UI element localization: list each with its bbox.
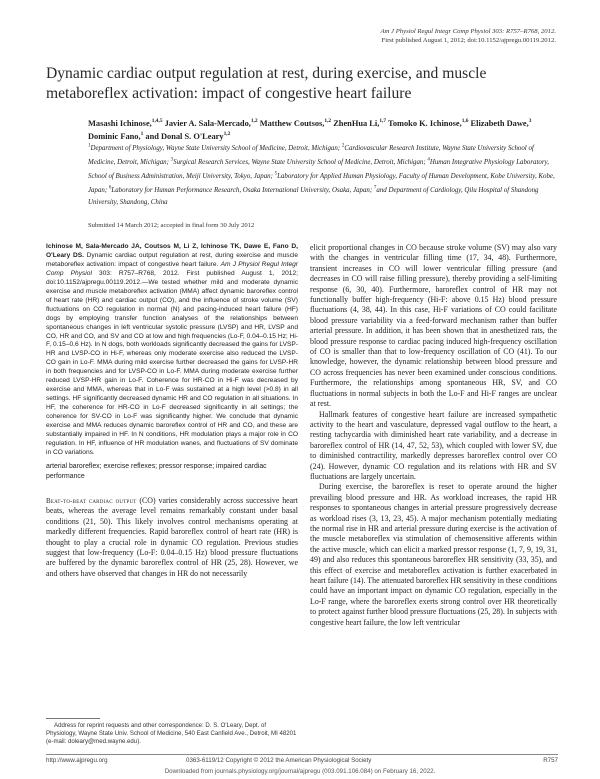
affiliations xyxy=(88,141,558,208)
page-number: R757 xyxy=(543,757,558,764)
abstract-citation-details: 303: R757–R768, 2012. First published August 1, 2012; doi:10.1152/ajpregu.00119.2012.— xyxy=(46,269,298,286)
paragraph-heart-failure: Hallmark features of congestive heart failure are increased sympathetic activity to the heart and vasculature, depressed vagal outflow to the heart, a resting tachycardia with diminished heart rate variability, and a decrease in baroreflex control of HR (14, 47, 52, 53), which coupled with lower SV, due to diminished contractility, markedly depresses baroreflex control over CO (24). However, dynamic CO regulation and its relations with HR and SV fluctuations are largely uncertain. xyxy=(310,409,557,481)
journal-reference xyxy=(380,27,556,45)
affiliation-2: $^2$Cardiovascular Research Institute, Wayne State University School of Medicine, Detroit, Michigan; xyxy=(88,144,534,167)
affiliation-1: $^1$Department of Physiology, Wayne State University School of Medicine, Detroit, Michigan; xyxy=(88,144,341,153)
right-column xyxy=(310,243,557,628)
paragraph-continued: elicit proportional changes in CO because stroke volume (SV) may also vary with the changes in ventricular filling time (17, 34, 48). Furthermore, transient increases in CO will lower ventricular filling pressure (and decreases in CO will raise filling pressure), thereby providing a self-limiting response (6, 30, 40). Furthermore, baroreflex control of HR may not functionally buffer high-frequency (Hi-F: above 0.15 Hz) blood pressure fluctuations (4, 38, 44). In this case, Hi-F variations of CO could facilitate blood pressure variability via a feed-forward mechanism rather than buffer arterial pressure. In addition, it has been shown that in anesthetized rats, the blood pressure response to cardiac pacing induced high-frequency oscillation of CO is smaller than that to low-frequency oscillation of CO (41). To our knowledge, however, the dynamic relationship between blood pressure and CO across frequencies has never been examined under conscious conditions. Furthermore, the relationships among spontaneous HR, SV, and CO fluctuations in normal subjects in both the Lo-F and Hi-F ranges are unclear at rest. xyxy=(310,243,557,409)
author-6: Elizabeth Dawe,$^3$ xyxy=(470,118,532,128)
journal-citation-line: Am J Physiol Regul Integr Comp Physiol 303: R757–R768, 2012. xyxy=(380,28,556,35)
author-7: Dominic Fano,$^1$ xyxy=(88,130,144,141)
submission-dates: Submitted 14 March 2012; accepted in final form 30 July 2012 xyxy=(88,222,255,229)
intro-text xyxy=(46,496,298,579)
affiliation-6: $^6$Laboratory for Human Performance Research, Osaka International University, Osaka, Japan; xyxy=(108,185,373,194)
abstract-text: We tested whether mild and moderate dynamic exercise and muscle metaboreflex activation (MMA) affect dynamic baroreflex control of heart rate (HR) and cardiac output (CO), and the influence of stroke volume (SV) fluctuations on CO regulation in normal (N) and pacing-induced heart failure (HF) dogs by employing transfer function analyses of the relationships between spontaneous changes in left ventricular systolic pressure (LVSP) and HR, LVSP and CO, HR and CO, and SV and CO at low and high frequencies (Lo-F, 0.04–0.15 Hz; Hi-F, 0.15–0.6 Hz). In N dogs, both workloads significantly decreased the gains for LVSP-HR and LVSP-CO in Hi-F, whereas only moderate exercise also reduced the LVSP-CO gain in Lo-F. MMA during mild exercise further decreased the gains for LVSP-HR in both frequencies and for LVSP-CO in Lo-F. MMA during moderate exercise further reduced LVSP-HR gain in Lo-F. Coherence for HR-CO in Hi-F was decreased by exercise and MMA, whereas that in Lo-F was sustained at a high level (>0.8) in all settings. HF significantly decreased dynamic HR and CO regulation in all situations. In HF, the coherence for HR-CO in Lo-F decreased significantly in all settings; the coherence for SV-CO in Lo-F was significantly higher. We conclude that dynamic exercise and MMA reduces dynamic baroreflex control of HR and CO, and these are substantially impaired in HF. In N conditions, HR modulation plays a major role in CO regulation. In HF, influence of HR modulation wanes, and fluctuations of SV dominate in CO variations. xyxy=(46,278,298,456)
right-column-text xyxy=(310,243,557,628)
correspondence-footnote: Address for reprint requests and other correspondence: D. S. O'Leary, Dept. of Physiology, Wayne State Univ. School of Medicine, 540 East Canfield Ave., Detroit, MI 48201 (e-mail: doleary@med.wayne.edu). xyxy=(46,722,297,746)
author-3: Matthew Coutsos,$^{1,2}$ xyxy=(259,118,332,128)
affiliation-5: $^5$Laboratory for Applied Human Physiology, Faculty of Human Development, Kobe University, Kobe, Japan; xyxy=(88,171,555,194)
author-8: and Donal S. O'Leary$^{1,2}$ xyxy=(145,130,231,141)
intro-lead-in: Beat-to-beat cardiac output xyxy=(46,496,137,505)
author-4: ZhenHua Li,$^{1,7}$ xyxy=(333,118,387,128)
left-column xyxy=(46,243,298,579)
footnote-divider xyxy=(46,718,100,719)
download-notice: Downloaded from journals.physiology.org/journal/ajpregu (003.091.106.084) on February 16, 2022. xyxy=(164,768,436,775)
intro-paragraph: Beat-to-beat cardiac output (CO) varies considerably across successive heart beats, whereas the average level remains remarkably constant under basal conditions (21, 50). This likely involves control mechanisms operating at markedly different frequencies. Rapid baroreflex control of heart rate (HR) is thought to play a crucial role in dynamic CO regulation. Previous studies suggest that low-frequency (Lo-F: 0.04–0.15 Hz) blood pressure fluctuations are buffered by the dynamic baroreflex control of HR (25, 28). However, we and others have observed that changes in HR do not necessarily xyxy=(46,495,298,578)
author-5: Tomoko K. Ichinose,$^{1,6}$ xyxy=(388,118,469,128)
author-list xyxy=(88,116,558,142)
journal-url-link[interactable]: http://www.ajpregu.org xyxy=(46,757,108,764)
affiliation-7: $^7$and Department of Cardiology, Qilu Hospital of Shandong University, Shandong, China xyxy=(88,185,539,206)
article-title: Dynamic cardiac output regulation at rest, during exercise, and muscle metaboreflex activation: impact of congestive heart failure xyxy=(46,65,487,102)
paragraph-exercise: During exercise, the baroreflex is reset to operate around the higher prevailing blood pressure and HR. As workload increases, the rapid HR responses to spontaneous changes in arterial pressure progressively decrease as workload rises (3, 13, 23, 45). A major mechanism potentially mediating the normal rise in HR and arterial pressure during exercise is the activation of the muscle metaboreflex via stimulation of chemosensitive afferents within the active muscle, which can elicit a marked pressor response (1, 7, 9, 19, 31, 49) and also reduces this spontaneous baroreflex HR sensitivity (33, 35), and this effect of exercise and metaboreflex activation is further exacerbated in heart failure (14). The attenuated baroreflex HR sensitivity in these conditions could have an important impact on dynamic CO regulation, especially in the Lo-F range, where the baroreflex exerts strong control over HR theoretically to protect against further blood pressure fluctuations (25, 28). In subjects with congestive heart failure, the low left ventricular xyxy=(310,482,557,627)
author-1: Masashi Ichinose,$^{1,4,5}$ xyxy=(88,118,163,128)
abstract-citation-authors: Ichinose M, Sala-Mercado JA, Coutsos M, Li Z, Ichinose TK, Dawe E, Fano D, O'Leary DS. xyxy=(46,243,298,259)
affiliation-3: $^3$Surgical Research Services, Wayne State University School of Medicine, Detroit, Michigan; xyxy=(170,157,426,167)
author-2: Javier A. Sala-Mercado,$^{1,2}$ xyxy=(164,118,258,128)
first-published-line: First published August 1, 2012; doi:10.1152/ajpregu.00119.2012. xyxy=(381,37,556,44)
affiliation-4: $^4$Human Integrative Physiology Laboratory, School of Business Administration, Meiji University, Tokyo, Japan; xyxy=(88,157,549,181)
keywords: arterial baroreflex; exercise reflexes; pressor response; impaired cardiac performance xyxy=(46,462,267,480)
copyright-notice: 0363-6119/12 Copyright © 2012 the American Physiological Society xyxy=(186,757,372,764)
abstract xyxy=(46,243,298,458)
abstract-citation-journal: Am J Physiol Regul Integr Comp Physiol xyxy=(46,260,298,277)
abstract-citation-title: Dynamic cardiac output regulation at rest, during exercise and muscle metaboreflex activation: impact of congestive heart failure. xyxy=(46,251,298,268)
footer-divider xyxy=(46,754,558,755)
